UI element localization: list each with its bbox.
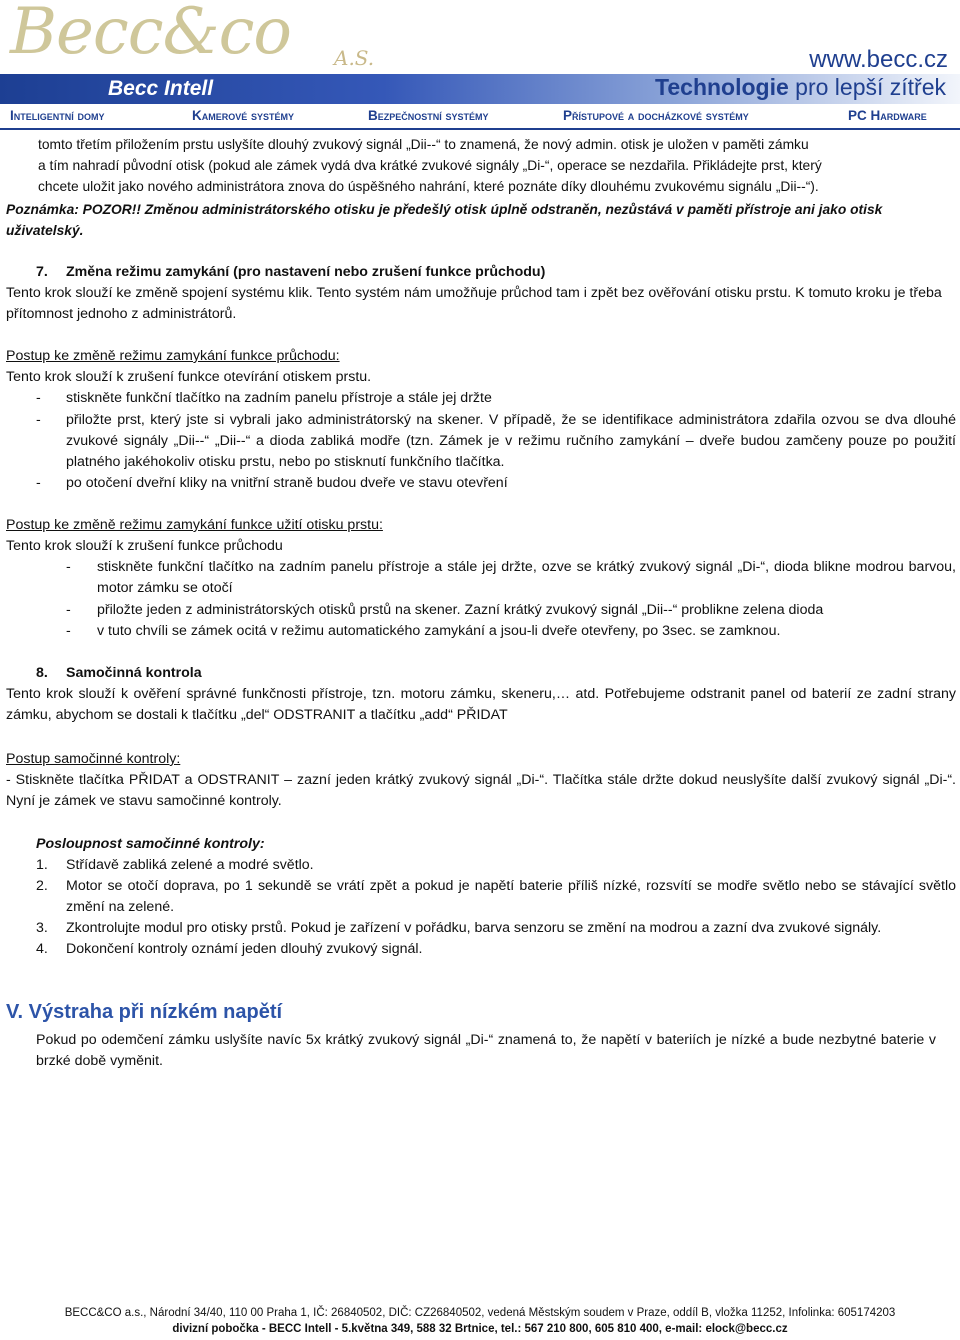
- section-8-desc: Tento krok slouží k ověření správné funkčnosti přístroje, tzn. motoru zámku, skeneru,… atd. Potřebujeme odstranit panel od baterií ze zadní strany zámku, abychom se dostali k tlačítku „del“ ODSTRANIT a tlačítku „add“ PŘIDAT: [6, 686, 956, 723]
- tagline-bold: Technologie: [655, 74, 789, 100]
- company-logo-suffix: A.S.: [334, 46, 375, 70]
- intro-line-1: tomto třetím přiložením prstu uslyšíte dlouhý zvukový signál „Dii--“ to znamená, že nový admin. otisk je uložen v paměti zámku: [38, 137, 809, 152]
- sequence-number: 4.: [36, 941, 48, 957]
- section-8-sub-desc: - Stiskněte tlačítka PŘIDAT a ODSTRANIT – zazní jeden krátký zvukový signál „Di-“. Tlačítka stále držte dokud neuslyšíte další zvukový signál „Di-“. Nyní je zámek ve stavu samočinné kontroly.: [6, 772, 956, 809]
- tagline: [655, 74, 946, 101]
- section-v-text: Pokud po odemčení zámku uslyšíte navíc 5x krátký zvukový signál „Di-“ znamená to, že napětí v bateriích je nízké a bude nezbytné baterie v brzké době vyměnit.: [36, 1032, 936, 1069]
- sequence-item: Dokončení kontroly oznámí jeden dlouhý zvukový signál.: [66, 941, 423, 957]
- bullet-dash: -: [66, 602, 71, 618]
- list-item: stiskněte funkční tlačítko na zadním panelu přístroje a stále jej držte, ozve se krátký zvukový signál „Di-“, dioda blikne modrou barvou, motor zámku se otočí: [97, 559, 956, 596]
- nav-item-access[interactable]: Přístupové a docházkové systémy: [563, 108, 749, 123]
- intro-line-3: chcete uložit jako nového administrátora znova do úspěšného nahrání, které poznáte díky dlouhému zvukovému signálu „Dii--“).: [38, 179, 819, 194]
- list-item: přiložte jeden z administrátorských otisků prstů na skener. Zazní krátký zvukový signál „Dii--“ problikne zelena dioda: [97, 602, 824, 618]
- nav-item-cameras[interactable]: Kamerové systémy: [192, 108, 295, 123]
- section-7-sub2-title: Postup ke změně režimu zamykání funkce užití otisku prstu:: [6, 517, 383, 533]
- section-8-title: Samočinná kontrola: [66, 665, 202, 681]
- bullet-dash: -: [36, 475, 41, 491]
- warning-line-2: uživatelský.: [6, 223, 84, 238]
- sequence-item: Motor se otočí doprava, po 1 sekundě se vrátí zpět a pokud je napětí baterie příliš nízké, rozsvítí se modře světlo nebo se stávající světlo změní na zelené.: [66, 878, 956, 915]
- section-7-sub1-desc: Tento krok slouží k zrušení funkce otevírání otiskem prstu.: [6, 369, 372, 385]
- nav-item-security[interactable]: Bezpečnostní systémy: [368, 108, 489, 123]
- section-8-number: 8.: [36, 665, 48, 681]
- company-logo: Becc&co: [10, 0, 291, 69]
- sub-brand-label: Becc Intell: [108, 77, 214, 100]
- list-item: v tuto chvíli se zámek ocitá v režimu automatického zamykání a jsou-li dveře otevřeny, po 3sec. se zamknou.: [97, 623, 781, 639]
- section-7-desc: Tento krok slouží ke změně spojení systému klik. Tento systém nám umožňuje průchod tam i zpět bez ověřování otisku prstu. K tomuto kroku je třeba přítomnost jednoho z administrátorů.: [6, 285, 942, 322]
- footer-company-info: BECC&CO a.s., Národní 34/40, 110 00 Praha 1, IČ: 26840502, DIČ: CZ26840502, vedená Městským soudem v Praze, oddíl B, vložka 11252, Infolinka: 605174203: [64, 1307, 896, 1319]
- bullet-dash: -: [36, 390, 41, 406]
- sequence-number: 1.: [36, 857, 48, 873]
- sequence-number: 2.: [36, 878, 48, 894]
- sequence-item: Zkontrolujte modul pro otisky prstů. Pokud je zařízení v pořádku, barva senzoru se změní na modrou a zazní dva zvukové signály.: [66, 920, 882, 936]
- section-8-sub-title: Postup samočinné kontroly:: [6, 751, 181, 767]
- bullet-dash: -: [66, 559, 71, 575]
- list-item: po otočení dveřní kliky na vnitřní straně budou dveře ve stavu otevření: [66, 475, 508, 491]
- section-v-heading: V. Výstraha při nízkém napětí: [6, 1001, 283, 1023]
- section-7-title: Změna režimu zamykání (pro nastavení nebo zrušení funkce průchodu): [66, 264, 546, 280]
- bullet-dash: -: [66, 623, 71, 639]
- category-nav: [0, 108, 960, 128]
- website-link[interactable]: www.becc.cz: [809, 46, 948, 73]
- nav-item-pc-hardware[interactable]: PC Hardware: [848, 108, 927, 123]
- warning-line-1: Poznámka: POZOR!! Změnou administrátorského otisku je předešlý otisk úplně odstraněn, nezůstává v paměti přístroje ani jako otisk: [6, 202, 883, 217]
- header-divider: [0, 128, 960, 130]
- sequence-title: Posloupnost samočinné kontroly:: [36, 836, 265, 852]
- nav-item-smart-homes[interactable]: Inteligentní domy: [10, 108, 105, 123]
- bullet-dash: -: [36, 412, 41, 428]
- section-7-sub1-title: Postup ke změně režimu zamykání funkce průchodu:: [6, 348, 340, 364]
- list-item: stiskněte funkční tlačítko na zadním panelu přístroje a stále jej držte: [66, 390, 492, 406]
- sequence-number: 3.: [36, 920, 48, 936]
- sequence-item: Střídavě zabliká zelené a modré světlo.: [66, 857, 314, 873]
- footer-branch-info: divizní pobočka - BECC Intell - 5.května 349, 588 32 Brtnice, tel.: 567 210 800, 605 810 400, e-mail: elock@becc.cz: [172, 1323, 788, 1335]
- tagline-rest: pro lepší zítřek: [788, 74, 946, 100]
- section-7-number: 7.: [36, 264, 48, 280]
- list-item: přiložte prst, který jste si vybrali jako administrátorský na skener. V případě, že se identifikace administrátora zdařila ozvou se dva dlouhé zvukové signály „Dii--“ „Dii--“ a dioda zabliká modře (tzn. Zámek je v režimu ručního zamykání – dveře budou zamčeny pouze po použití platného jakéhokoliv otisku prstu, nebo po stisknutí funkčního tlačítka.: [66, 412, 956, 470]
- section-7-sub2-desc: Tento krok slouží k zrušení funkce průchodu: [6, 538, 283, 554]
- intro-line-2: a tím nahradí původní otisk (pokud ale zámek vydá dva krátké zvukové signály „Di-“, operace se nezdařila. Přikládejte prst, který: [38, 158, 822, 173]
- page-header: [0, 0, 960, 132]
